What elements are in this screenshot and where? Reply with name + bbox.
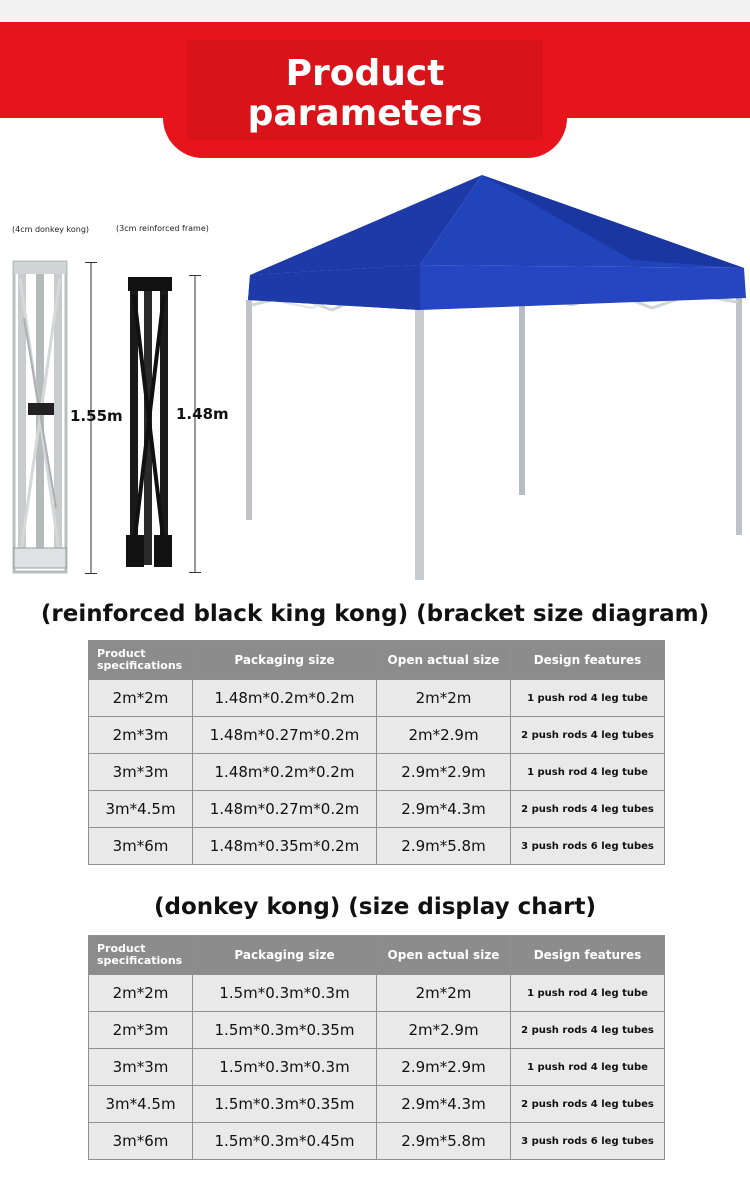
right-height-label: 1.48m (176, 405, 229, 423)
packaging-size-cell: 1.5m*0.3m*0.35m (193, 1012, 377, 1049)
design-feature-cell: 3 push rods 6 leg tubes (511, 828, 665, 865)
top-strip (0, 0, 750, 22)
open-size-cell: 2m*2m (377, 680, 511, 717)
open-size-cell: 2m*2.9m (377, 1012, 511, 1049)
packaging-size-cell: 1.5m*0.3m*0.45m (193, 1123, 377, 1160)
design-feature-cell: 1 push rod 4 leg tube (511, 1049, 665, 1086)
packaging-size-cell: 1.48m*0.35m*0.2m (193, 828, 377, 865)
table-header-row (89, 936, 665, 975)
design-feature-cell: 2 push rods 4 leg tubes (511, 791, 665, 828)
size-display-table (88, 935, 665, 1160)
spec-cell: 2m*3m (89, 717, 193, 754)
packaging-size-cell: 1.5m*0.3m*0.3m (193, 975, 377, 1012)
page-title (163, 54, 567, 134)
table-row (89, 680, 665, 717)
packaging-size-cell: 1.48m*0.2m*0.2m (193, 754, 377, 791)
spec-cell: 3m*6m (89, 828, 193, 865)
col-header-specifications: Product specifications (89, 641, 193, 680)
col-header-packaging-size: Packaging size (193, 936, 377, 975)
right-frame-label: (3cm reinforced frame) (116, 224, 209, 233)
spec-cell: 2m*2m (89, 680, 193, 717)
pop-up-tent-image (232, 170, 748, 582)
table-row (89, 754, 665, 791)
packaging-size-cell: 1.5m*0.3m*0.3m (193, 1049, 377, 1086)
table1-heading: (reinforced black king kong) (bracket size diagram) (40, 601, 710, 627)
table-header-row (89, 641, 665, 680)
open-size-cell: 2.9m*5.8m (377, 828, 511, 865)
bracket-size-table (88, 640, 665, 865)
col-header-specifications: Product specifications (89, 936, 193, 975)
open-size-cell: 2m*2.9m (377, 717, 511, 754)
design-feature-cell: 1 push rod 4 leg tube (511, 975, 665, 1012)
col-header-open-size: Open actual size (377, 641, 511, 680)
table-row (89, 828, 665, 865)
packaging-size-cell: 1.48m*0.2m*0.2m (193, 680, 377, 717)
left-height-label: 1.55m (70, 407, 123, 425)
table-row (89, 1123, 665, 1160)
design-feature-cell: 2 push rods 4 leg tubes (511, 717, 665, 754)
col-header-design-features: Design features (511, 641, 665, 680)
open-size-cell: 2m*2m (377, 975, 511, 1012)
page-title-line2: parameters (247, 93, 483, 134)
header-tab (163, 22, 567, 158)
black-folded-frame-image (124, 275, 176, 573)
spec-cell: 3m*4.5m (89, 1086, 193, 1123)
silver-folded-frame-image (10, 258, 72, 576)
col-header-packaging-size: Packaging size (193, 641, 377, 680)
table-row (89, 1012, 665, 1049)
table-row (89, 791, 665, 828)
spec-cell: 3m*3m (89, 754, 193, 791)
col-header-open-size: Open actual size (377, 936, 511, 975)
col-header-design-features: Design features (511, 936, 665, 975)
open-size-cell: 2.9m*2.9m (377, 1049, 511, 1086)
packaging-size-cell: 1.48m*0.27m*0.2m (193, 791, 377, 828)
left-frame-label: (4cm donkey kong) (12, 225, 90, 234)
table2-heading: (donkey kong) (size display chart) (154, 894, 596, 920)
open-size-cell: 2.9m*5.8m (377, 1123, 511, 1160)
open-size-cell: 2.9m*4.3m (377, 1086, 511, 1123)
spec-cell: 2m*2m (89, 975, 193, 1012)
packaging-size-cell: 1.48m*0.27m*0.2m (193, 717, 377, 754)
table-row (89, 1086, 665, 1123)
page-title-line1: Product (285, 53, 445, 94)
right-height-dimension-line (188, 275, 202, 573)
design-feature-cell: 2 push rods 4 leg tubes (511, 1086, 665, 1123)
packaging-size-cell: 1.5m*0.3m*0.35m (193, 1086, 377, 1123)
design-feature-cell: 3 push rods 6 leg tubes (511, 1123, 665, 1160)
design-feature-cell: 1 push rod 4 leg tube (511, 754, 665, 791)
design-feature-cell: 2 push rods 4 leg tubes (511, 1012, 665, 1049)
spec-cell: 2m*3m (89, 1012, 193, 1049)
open-size-cell: 2.9m*4.3m (377, 791, 511, 828)
table-row (89, 975, 665, 1012)
spec-cell: 3m*6m (89, 1123, 193, 1160)
open-size-cell: 2.9m*2.9m (377, 754, 511, 791)
table-row (89, 1049, 665, 1086)
table-row (89, 717, 665, 754)
spec-cell: 3m*4.5m (89, 791, 193, 828)
design-feature-cell: 1 push rod 4 leg tube (511, 680, 665, 717)
spec-cell: 3m*3m (89, 1049, 193, 1086)
